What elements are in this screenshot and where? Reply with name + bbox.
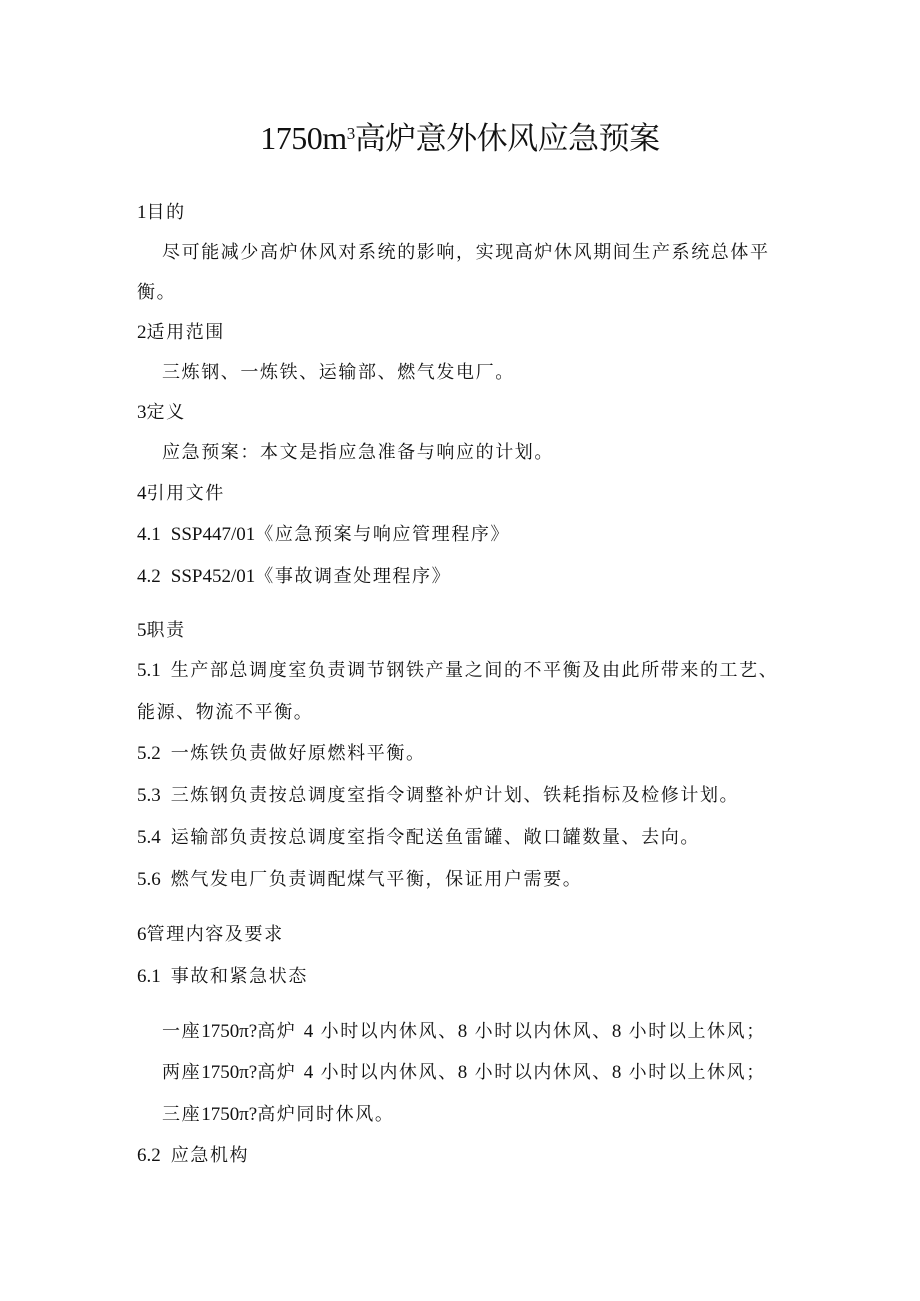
duty-item: 5.2 一炼铁负责做好原燃料平衡。 bbox=[137, 743, 426, 764]
section-2-body: 三炼钢、一炼铁、运输部、燃气发电厂。 bbox=[162, 362, 515, 383]
section-4-heading: 4引用文件 bbox=[137, 483, 225, 504]
duty-item: 5.1 生产部总调度室负责调节钢铁产量之间的不平衡及由此所带来的工艺、 bbox=[137, 660, 779, 681]
duty-item: 5.4 运输部负责按总调度室指令配送鱼雷罐、敞口罐数量、去向。 bbox=[137, 827, 700, 848]
duty-item-continuation: 能源、物流不平衡。 bbox=[137, 702, 314, 723]
duty-item: 5.3 三炼钢负责按总调度室指令调整补炉计划、铁耗指标及检修计划。 bbox=[137, 785, 740, 806]
section-1-heading: 1目的 bbox=[137, 202, 186, 223]
duty-item: 5.6 燃气发电厂负责调配煤气平衡，保证用户需要。 bbox=[137, 869, 583, 890]
title-superscript: 3 bbox=[346, 124, 355, 143]
emergency-state-line: 两座1750π?高炉 4 小时以内休风、8 小时以内休风、8 小时以上休风； bbox=[162, 1062, 766, 1083]
section-1-body-line-2: 衡。 bbox=[137, 282, 177, 303]
reference-item: 4.1 SSP447/01《应急预案与响应管理程序》 bbox=[137, 524, 511, 545]
reference-item: 4.2 SSP452/01《事故调查处理程序》 bbox=[137, 566, 452, 587]
emergency-state-line: 一座1750π?高炉 4 小时以内休风、8 小时以内休风、8 小时以上休风； bbox=[162, 1021, 766, 1042]
document-title bbox=[0, 118, 920, 159]
title-text: 高炉意外休风应急预案 bbox=[354, 121, 660, 157]
title-number: 1750m bbox=[260, 120, 347, 156]
section-5-heading: 5职责 bbox=[137, 620, 186, 641]
subsection-6-1-heading: 6.1 事故和紧急状态 bbox=[137, 966, 308, 987]
section-2-heading: 2适用范围 bbox=[137, 322, 225, 343]
section-6-heading: 6管理内容及要求 bbox=[137, 924, 284, 945]
section-1-body-line-1: 尽可能减少高炉休风对系统的影响，实现高炉休风期间生产系统总体平 bbox=[162, 242, 770, 263]
section-3-heading: 3定义 bbox=[137, 402, 186, 423]
subsection-6-2-heading: 6.2 应急机构 bbox=[137, 1145, 250, 1166]
section-3-body: 应急预案：本文是指应急准备与响应的计划。 bbox=[162, 442, 554, 463]
emergency-state-line: 三座1750π?高炉同时休风。 bbox=[162, 1104, 395, 1125]
